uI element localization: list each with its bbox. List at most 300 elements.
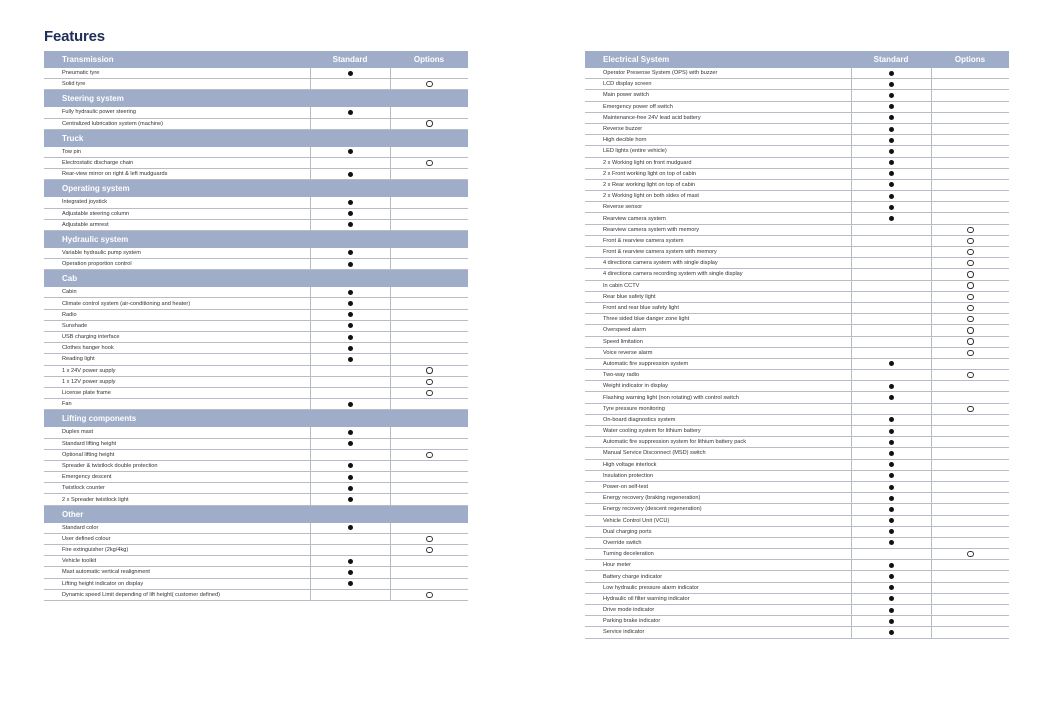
- standard-cell: [851, 258, 931, 268]
- feature-label: Reading light: [62, 356, 95, 363]
- options-cell: [390, 439, 468, 449]
- options-cell: [390, 287, 468, 297]
- standard-cell: [310, 310, 390, 320]
- standard-dot-icon: [348, 301, 353, 306]
- table-row: [585, 102, 1009, 113]
- standard-cell: [310, 534, 390, 544]
- standard-cell: [310, 523, 390, 533]
- standard-dot-icon: [889, 115, 894, 120]
- feature-label: Vehicle toolkit: [62, 558, 97, 565]
- feature-label: Mast automatic vertical realignment: [62, 569, 150, 576]
- feature-label: 4 directions camera recording system with single display: [603, 271, 743, 278]
- table-row: [44, 439, 468, 450]
- table-row: [44, 343, 468, 354]
- standard-dot-icon: [889, 596, 894, 601]
- option-circle-icon: [426, 120, 432, 126]
- standard-dot-icon: [348, 346, 353, 351]
- feature-label: 1 x 12V power supply: [62, 378, 116, 385]
- standard-cell: [851, 348, 931, 358]
- standard-cell: [851, 627, 931, 637]
- standard-cell: [851, 146, 931, 156]
- feature-label: Dual charging ports: [603, 528, 652, 535]
- table-row: [585, 392, 1009, 403]
- options-cell: [931, 594, 1009, 604]
- table-row: [585, 337, 1009, 348]
- feature-label: Energy recovery (braking regeneration): [603, 495, 701, 502]
- option-circle-icon: [967, 260, 973, 266]
- standard-cell: [310, 556, 390, 566]
- standard-dot-icon: [348, 250, 353, 255]
- option-circle-icon: [967, 305, 973, 311]
- standard-dot-icon: [889, 182, 894, 187]
- table-row: [44, 332, 468, 343]
- feature-label: Lifting height indicator on display: [62, 580, 144, 587]
- feature-label: Twistlock counter: [62, 485, 105, 492]
- options-cell: [390, 567, 468, 577]
- table-row: [585, 627, 1009, 638]
- options-cell: [931, 79, 1009, 89]
- table-row: [44, 366, 468, 377]
- table-row: [44, 287, 468, 298]
- standard-cell: [851, 213, 931, 223]
- options-cell: [931, 236, 1009, 246]
- feature-label: Front & rearview camera system: [603, 237, 684, 244]
- standard-cell: [851, 594, 931, 604]
- options-cell: [390, 343, 468, 353]
- option-circle-icon: [426, 160, 432, 166]
- feature-label: Voice reverse alarm: [603, 349, 653, 356]
- options-cell: [390, 472, 468, 482]
- options-cell: [390, 298, 468, 308]
- feature-label: Cabin: [62, 289, 77, 296]
- standard-cell: [851, 583, 931, 593]
- standard-dot-icon: [889, 585, 894, 590]
- options-cell: [931, 516, 1009, 526]
- table-row: [44, 483, 468, 494]
- feature-label: Energy recovery (descent regeneration): [603, 506, 702, 513]
- table-row: [585, 247, 1009, 258]
- options-cell: [931, 549, 1009, 559]
- options-cell: [931, 158, 1009, 168]
- standard-cell: [851, 269, 931, 279]
- options-cell: [931, 437, 1009, 447]
- section-header: Other: [44, 506, 468, 523]
- options-cell: [390, 534, 468, 544]
- standard-dot-icon: [348, 262, 353, 267]
- table-row: [44, 220, 468, 231]
- standard-cell: [851, 605, 931, 615]
- section-header: Cab: [44, 270, 468, 287]
- standard-dot-icon: [889, 574, 894, 579]
- table-row: [44, 556, 468, 567]
- table-row: [585, 549, 1009, 560]
- feature-label: Integrated joystick: [62, 199, 108, 206]
- standard-dot-icon: [889, 361, 894, 366]
- header-options: Options: [413, 55, 445, 64]
- standard-dot-icon: [348, 110, 353, 115]
- options-cell: [931, 381, 1009, 391]
- standard-dot-icon: [889, 104, 894, 109]
- standard-dot-icon: [348, 312, 353, 317]
- option-circle-icon: [967, 350, 973, 356]
- table-row: [585, 359, 1009, 370]
- standard-cell: [310, 483, 390, 493]
- standard-cell: [851, 404, 931, 414]
- options-cell: [931, 482, 1009, 492]
- standard-cell: [851, 124, 931, 134]
- options-cell: [931, 415, 1009, 425]
- feature-label: Variable hydraulic pump system: [62, 249, 141, 256]
- standard-dot-icon: [348, 71, 353, 76]
- standard-dot-icon: [889, 608, 894, 613]
- standard-cell: [310, 220, 390, 230]
- option-circle-icon: [967, 294, 973, 300]
- feature-label: Manual Service Disconnect (MSD) switch: [603, 450, 706, 457]
- header-name: Transmission: [62, 55, 114, 64]
- feature-label: Weight indicator in display: [603, 383, 668, 390]
- standard-cell: [851, 460, 931, 470]
- table-row: [585, 258, 1009, 269]
- standard-cell: [851, 381, 931, 391]
- feature-label: Duplex mast: [62, 429, 94, 436]
- feature-label: In cabin CCTV: [603, 282, 640, 289]
- feature-label: Electrostatic discharge chain: [62, 160, 134, 167]
- standard-dot-icon: [889, 205, 894, 210]
- standard-cell: [310, 494, 390, 504]
- standard-cell: [851, 482, 931, 492]
- standard-cell: [851, 202, 931, 212]
- standard-dot-icon: [348, 497, 353, 502]
- options-cell: [931, 348, 1009, 358]
- feature-label: Rearview camera system: [603, 215, 666, 222]
- standard-dot-icon: [348, 211, 353, 216]
- standard-cell: [851, 415, 931, 425]
- options-cell: [390, 579, 468, 589]
- options-cell: [390, 79, 468, 89]
- standard-cell: [851, 113, 931, 123]
- feature-label: Sunshade: [62, 322, 88, 329]
- options-cell: [931, 169, 1009, 179]
- feature-label: 2 x Front working light on top of cabin: [603, 170, 696, 177]
- options-cell: [931, 281, 1009, 291]
- header-standard: Standard: [332, 55, 368, 64]
- table-header: [585, 51, 1009, 68]
- options-cell: [931, 180, 1009, 190]
- options-cell: [390, 523, 468, 533]
- standard-cell: [310, 169, 390, 179]
- table-row: [585, 314, 1009, 325]
- standard-dot-icon: [348, 290, 353, 295]
- standard-dot-icon: [889, 194, 894, 199]
- options-cell: [931, 448, 1009, 458]
- standard-cell: [310, 298, 390, 308]
- options-cell: [931, 225, 1009, 235]
- options-cell: [390, 209, 468, 219]
- standard-cell: [851, 236, 931, 246]
- standard-cell: [310, 68, 390, 78]
- feature-label: Emergency descent: [62, 474, 112, 481]
- table-row: [44, 450, 468, 461]
- feature-label: Main power switch: [603, 92, 650, 99]
- feature-label: Flashing warning light (non rotating) with control switch: [603, 394, 739, 401]
- feature-label: LCD display screen: [603, 81, 652, 88]
- options-cell: [931, 102, 1009, 112]
- feature-label: Power-on self-test: [603, 484, 649, 491]
- table-row: [585, 213, 1009, 224]
- table-row: [44, 534, 468, 545]
- feature-label: Emergency power off switch: [603, 103, 673, 110]
- table-row: [585, 448, 1009, 459]
- standard-cell: [310, 388, 390, 398]
- table-row: [585, 616, 1009, 627]
- standard-cell: [851, 549, 931, 559]
- table-row: [585, 236, 1009, 247]
- feature-label: Hydraulic oil filter warning indicator: [603, 595, 690, 602]
- table-row: [585, 124, 1009, 135]
- feature-label: 2 x Working light on both sides of mast: [603, 193, 699, 200]
- options-cell: [931, 605, 1009, 615]
- table-row: [44, 354, 468, 365]
- options-cell: [390, 461, 468, 471]
- options-cell: [931, 616, 1009, 626]
- standard-dot-icon: [889, 473, 894, 478]
- option-circle-icon: [426, 367, 432, 373]
- table-row: [44, 377, 468, 388]
- table-row: [585, 348, 1009, 359]
- feature-label: Radio: [62, 311, 77, 318]
- feature-label: Water cooling system for lithium battery: [603, 428, 701, 435]
- table-row: [585, 527, 1009, 538]
- feature-label: Battery charge indicator: [603, 573, 663, 580]
- options-cell: [390, 366, 468, 376]
- options-cell: [931, 303, 1009, 313]
- feature-label: 1 x 24V power supply: [62, 367, 116, 374]
- standard-cell: [851, 247, 931, 257]
- options-cell: [931, 113, 1009, 123]
- standard-dot-icon: [348, 149, 353, 154]
- feature-label: Vehicle Control Unit (VCU): [603, 517, 670, 524]
- standard-cell: [851, 437, 931, 447]
- table-row: [44, 209, 468, 220]
- options-cell: [931, 504, 1009, 514]
- feature-label: User defined colour: [62, 535, 111, 542]
- table-row: [44, 494, 468, 505]
- feature-label: Adjustable armrest: [62, 221, 109, 228]
- option-circle-icon: [426, 390, 432, 396]
- standard-cell: [851, 571, 931, 581]
- standard-cell: [310, 79, 390, 89]
- standard-cell: [310, 147, 390, 157]
- options-cell: [390, 354, 468, 364]
- standard-dot-icon: [348, 463, 353, 468]
- standard-dot-icon: [348, 335, 353, 340]
- feature-label: 4 directions camera system with single display: [603, 260, 718, 267]
- table-row: [44, 388, 468, 399]
- standard-dot-icon: [348, 581, 353, 586]
- feature-label: Clothes hanger hook: [62, 345, 114, 352]
- standard-dot-icon: [889, 429, 894, 434]
- table-row: [585, 180, 1009, 191]
- standard-cell: [851, 135, 931, 145]
- standard-dot-icon: [889, 171, 894, 176]
- standard-cell: [851, 448, 931, 458]
- table-row: [44, 259, 468, 270]
- table-row: [585, 516, 1009, 527]
- standard-cell: [851, 359, 931, 369]
- table-row: [44, 427, 468, 438]
- feature-label: Three sided blue danger zone light: [603, 316, 690, 323]
- standard-dot-icon: [889, 518, 894, 523]
- option-circle-icon: [426, 547, 432, 553]
- option-circle-icon: [967, 316, 973, 322]
- option-circle-icon: [426, 81, 432, 87]
- option-circle-icon: [426, 379, 432, 385]
- options-cell: [931, 560, 1009, 570]
- feature-label: Fire extinguisher (2kg/4kg): [62, 547, 129, 554]
- options-cell: [390, 147, 468, 157]
- standard-dot-icon: [889, 440, 894, 445]
- standard-dot-icon: [889, 417, 894, 422]
- table-row: [585, 113, 1009, 124]
- table-row: [585, 325, 1009, 336]
- option-circle-icon: [967, 406, 973, 412]
- standard-dot-icon: [889, 451, 894, 456]
- options-cell: [390, 332, 468, 342]
- table-row: [585, 79, 1009, 90]
- standard-cell: [851, 169, 931, 179]
- standard-dot-icon: [889, 395, 894, 400]
- standard-dot-icon: [348, 559, 353, 564]
- standard-cell: [851, 392, 931, 402]
- standard-cell: [310, 354, 390, 364]
- feature-label: 2 x Rear working light on top of cabin: [603, 181, 696, 188]
- feature-label: Pneumatic tyre: [62, 70, 100, 77]
- standard-cell: [310, 427, 390, 437]
- standard-dot-icon: [348, 525, 353, 530]
- standard-dot-icon: [889, 529, 894, 534]
- option-circle-icon: [967, 227, 973, 233]
- options-cell: [390, 107, 468, 117]
- options-cell: [931, 258, 1009, 268]
- options-cell: [390, 248, 468, 258]
- feature-label: Solid tyre: [62, 81, 86, 88]
- standard-cell: [851, 504, 931, 514]
- standard-dot-icon: [889, 540, 894, 545]
- option-circle-icon: [967, 271, 973, 277]
- options-cell: [931, 627, 1009, 637]
- options-cell: [390, 377, 468, 387]
- table-row: [585, 415, 1009, 426]
- feature-label: USB charging interface: [62, 334, 120, 341]
- feature-label: License plate frame: [62, 390, 111, 397]
- standard-cell: [851, 303, 931, 313]
- feature-label: Reverse sensor: [603, 204, 643, 211]
- feature-label: Centralized lubrication system (machine): [62, 120, 164, 127]
- standard-cell: [851, 102, 931, 112]
- options-cell: [931, 370, 1009, 380]
- feature-label: Rear-view mirror on right & left mudguards: [62, 171, 168, 178]
- feature-label: Reverse buzzer: [603, 126, 643, 133]
- feature-label: Front and rear blue safety light: [603, 305, 679, 312]
- standard-cell: [310, 377, 390, 387]
- options-cell: [931, 359, 1009, 369]
- table-row: [585, 538, 1009, 549]
- option-circle-icon: [967, 249, 973, 255]
- options-cell: [931, 404, 1009, 414]
- options-cell: [390, 388, 468, 398]
- standard-cell: [851, 225, 931, 235]
- table-row: [44, 321, 468, 332]
- table-row: [585, 158, 1009, 169]
- standard-cell: [310, 590, 390, 600]
- page-title: Features: [44, 28, 105, 45]
- standard-cell: [851, 68, 931, 78]
- feature-label: 2 x Spreader twistlock light: [62, 496, 129, 503]
- table-row: [585, 560, 1009, 571]
- options-cell: [931, 392, 1009, 402]
- feature-label: 2 x Working light on front mudguard: [603, 159, 692, 166]
- standard-cell: [851, 426, 931, 436]
- standard-dot-icon: [889, 496, 894, 501]
- table-row: [44, 590, 468, 601]
- standard-cell: [310, 472, 390, 482]
- feature-label: Front & rearview camera system with memory: [603, 249, 717, 256]
- standard-dot-icon: [348, 475, 353, 480]
- standard-dot-icon: [889, 127, 894, 132]
- options-cell: [931, 314, 1009, 324]
- standard-dot-icon: [889, 82, 894, 87]
- option-circle-icon: [967, 338, 973, 344]
- options-cell: [931, 191, 1009, 201]
- options-cell: [931, 426, 1009, 436]
- options-cell: [390, 310, 468, 320]
- standard-cell: [851, 292, 931, 302]
- standard-dot-icon: [889, 138, 894, 143]
- standard-cell: [310, 321, 390, 331]
- standard-dot-icon: [348, 570, 353, 575]
- options-cell: [931, 471, 1009, 481]
- options-cell: [390, 494, 468, 504]
- table-row: [585, 90, 1009, 101]
- table-row: [585, 504, 1009, 515]
- options-cell: [931, 213, 1009, 223]
- table-row: [585, 68, 1009, 79]
- standard-cell: [310, 332, 390, 342]
- option-circle-icon: [426, 536, 432, 542]
- feature-label: Two-way radio: [603, 372, 640, 379]
- standard-dot-icon: [348, 222, 353, 227]
- standard-dot-icon: [889, 462, 894, 467]
- standard-dot-icon: [889, 149, 894, 154]
- table-row: [44, 523, 468, 534]
- table-row: [44, 579, 468, 590]
- options-cell: [931, 124, 1009, 134]
- standard-cell: [851, 281, 931, 291]
- standard-dot-icon: [889, 563, 894, 568]
- header-name: Electrical System: [603, 55, 670, 64]
- table-row: [44, 248, 468, 259]
- feature-label: Override switch: [603, 539, 642, 546]
- options-cell: [931, 135, 1009, 145]
- options-cell: [390, 197, 468, 207]
- standard-cell: [851, 516, 931, 526]
- section-header: Steering system: [44, 90, 468, 107]
- table-row: [585, 583, 1009, 594]
- option-circle-icon: [967, 327, 973, 333]
- standard-cell: [851, 337, 931, 347]
- standard-cell: [310, 567, 390, 577]
- standard-cell: [310, 579, 390, 589]
